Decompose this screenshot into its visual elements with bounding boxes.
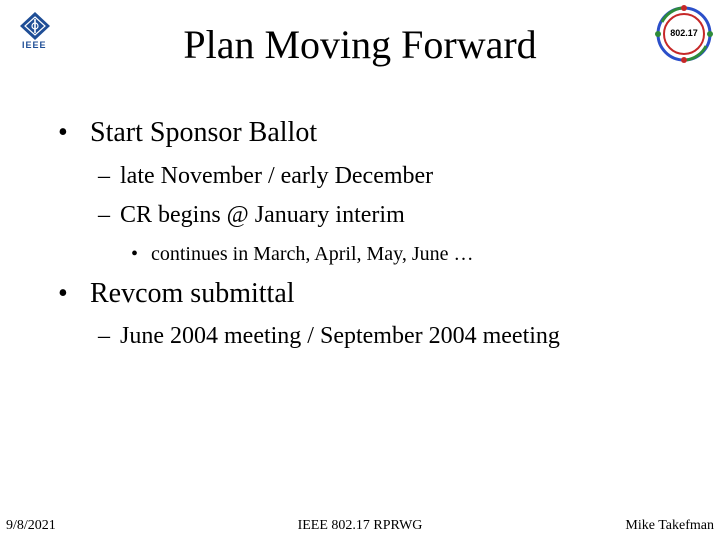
bullet-text: June 2004 meeting / September 2004 meeting [120, 323, 560, 349]
bullet-level2 [98, 161, 433, 191]
bullet-level2 [98, 321, 560, 351]
footer-center: IEEE 802.17 RPRWG [297, 518, 423, 533]
bullet-marker: • [58, 278, 68, 309]
bullet-text: continues in March, April, May, June … [151, 243, 474, 265]
bullet-marker: • [58, 117, 68, 148]
bullet-marker: – [98, 323, 110, 349]
footer-author: Mike Takefman [625, 518, 714, 533]
bullet-level2 [98, 200, 405, 230]
bullet-text: late November / early December [120, 163, 434, 189]
bullet-level1 [58, 277, 295, 311]
bullet-marker: – [98, 163, 110, 189]
bullet-text: Revcom submittal [90, 278, 295, 309]
ieee-logo-label: IEEE [22, 40, 47, 50]
bullet-marker: • [131, 243, 139, 265]
802-17-logo-label: 802.17 [670, 28, 698, 38]
bullet-level1 [58, 116, 317, 150]
footer-date: 9/8/2021 [6, 518, 56, 533]
bullet-text: Start Sponsor Ballot [90, 117, 318, 148]
bullet-level3 [131, 242, 474, 266]
bullet-text: CR begins @ January interim [120, 202, 405, 228]
slide-title: Plan Moving Forward [183, 22, 537, 67]
bullet-marker: – [98, 202, 110, 228]
